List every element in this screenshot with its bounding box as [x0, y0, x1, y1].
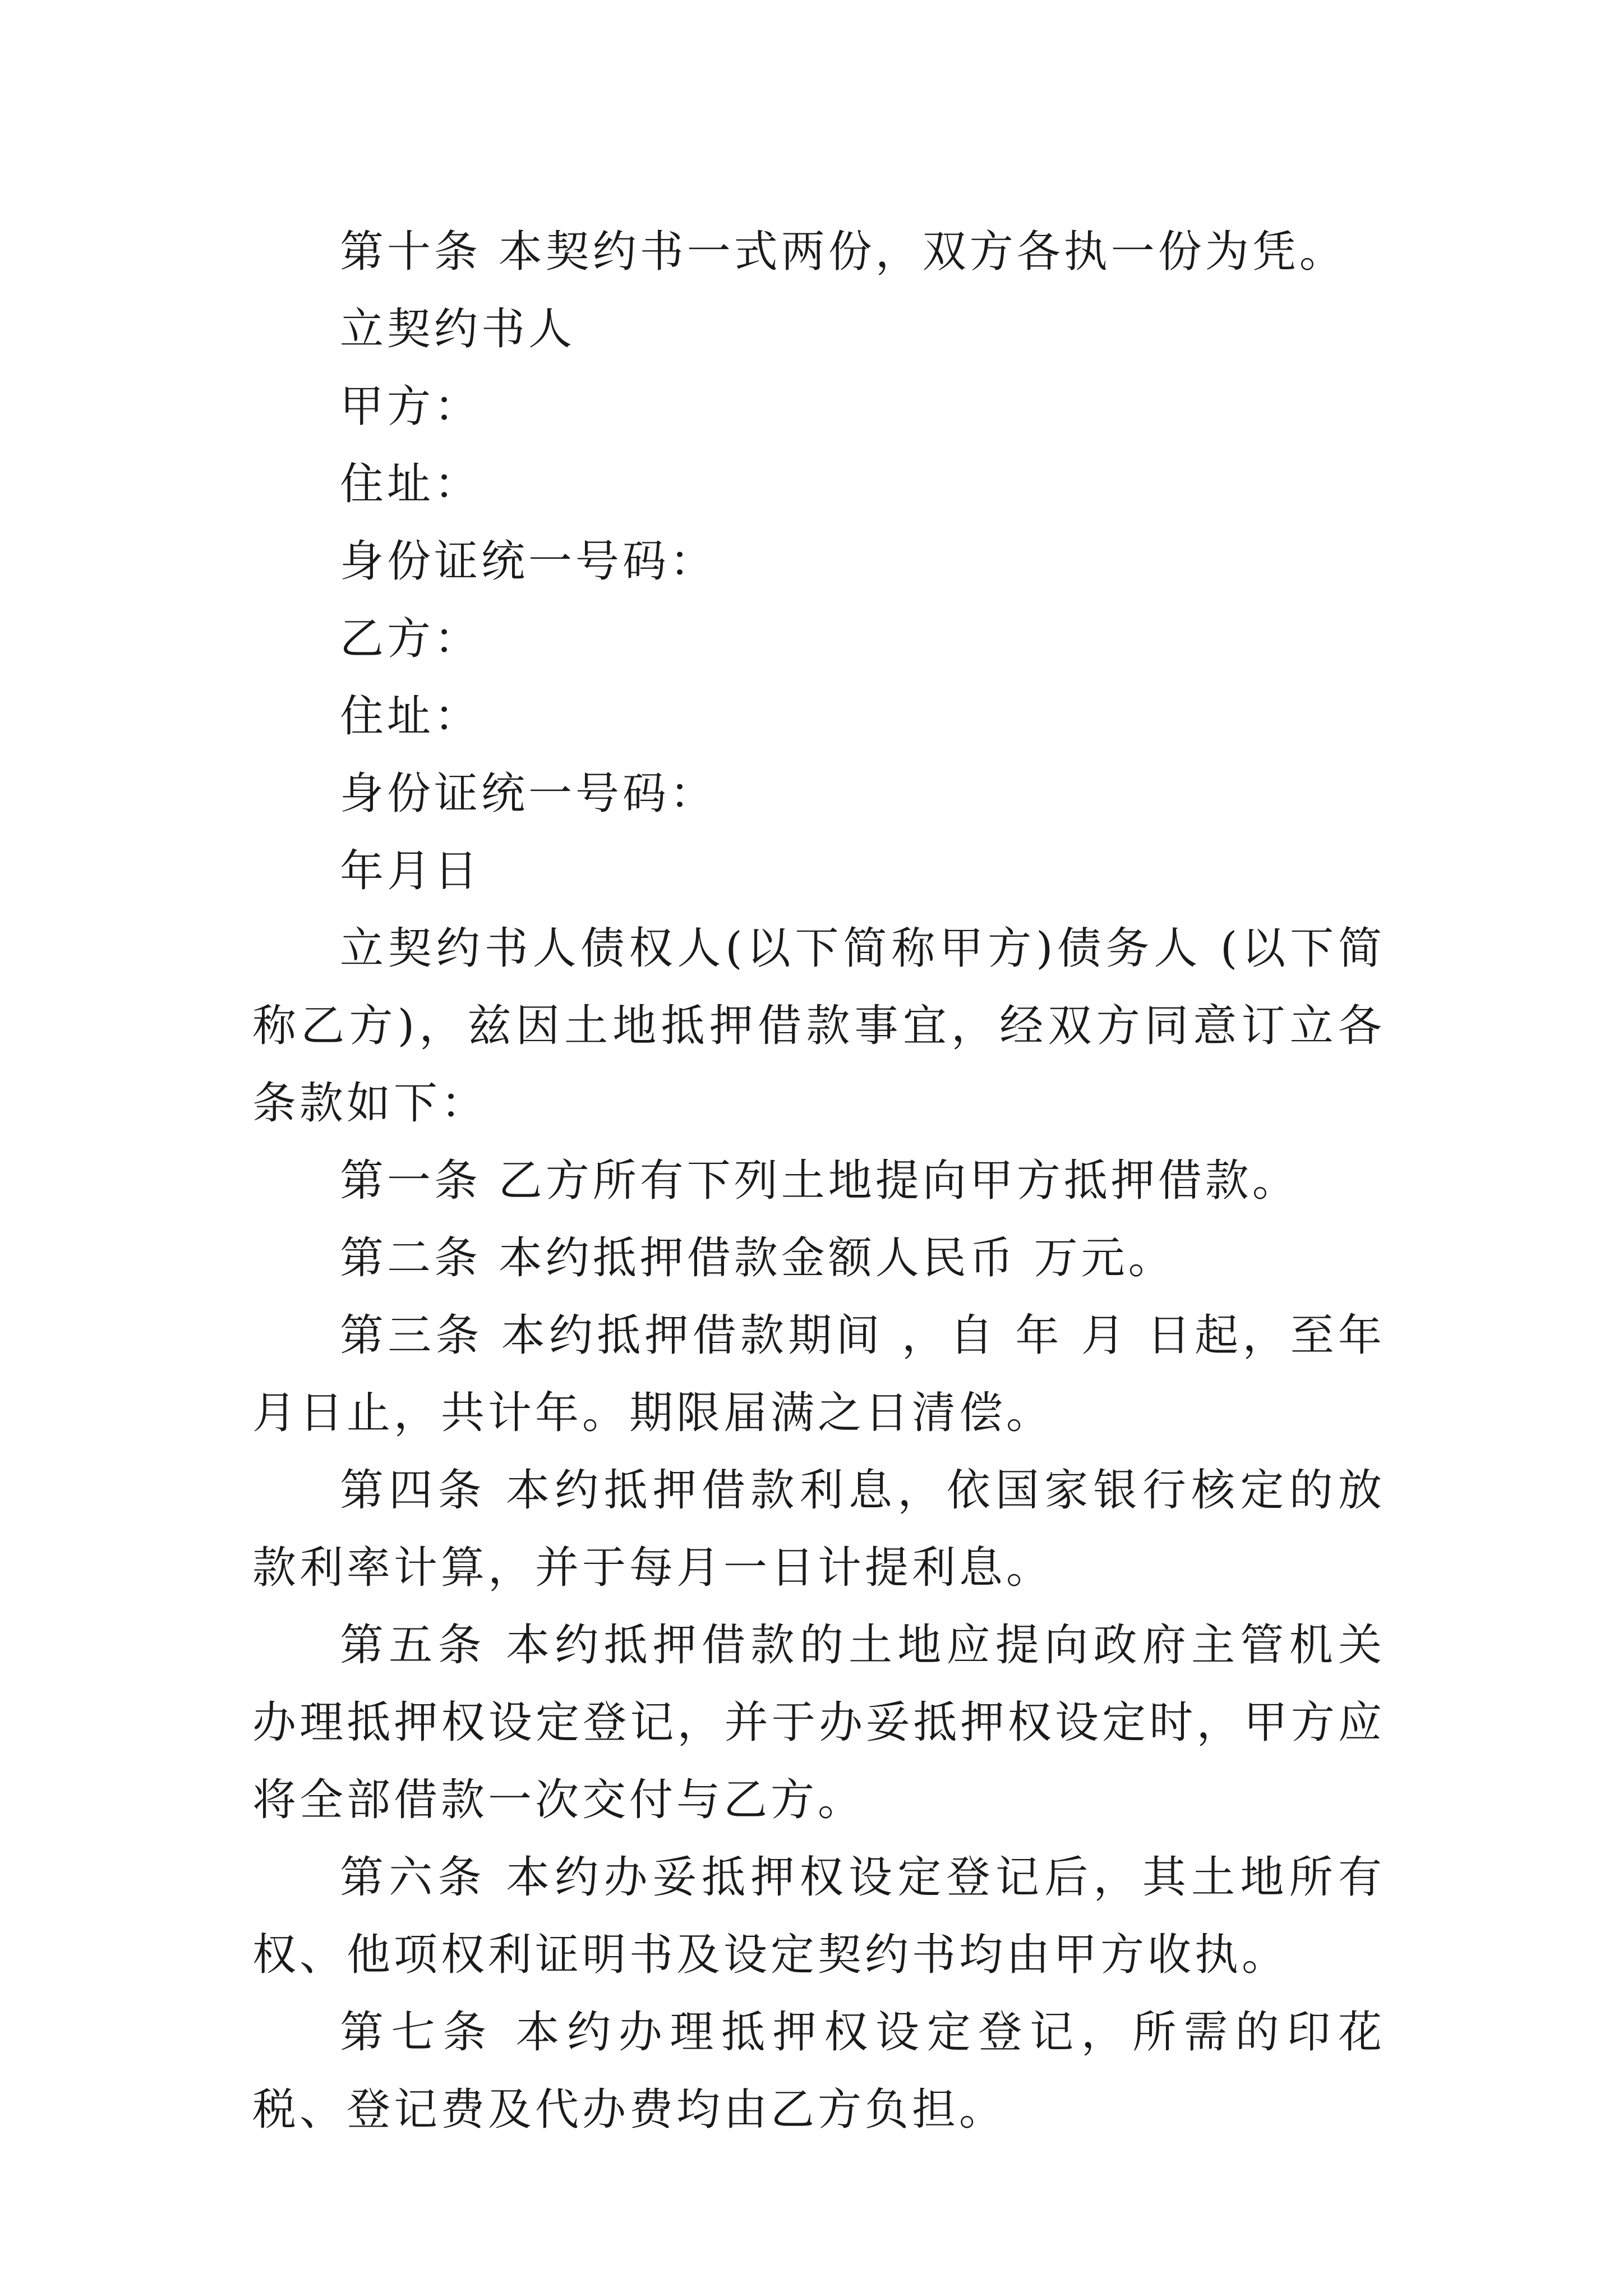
clause-1: 第一条 乙方所有下列土地提向甲方抵押借款。 — [340, 1156, 1299, 1206]
party-b-address-label: 住址： — [340, 691, 482, 742]
party-a-address-label: 住址： — [340, 459, 482, 509]
clause-5: 第五条 本约抵押借款的土地应提向政府主管机关办理抵押权设定登记，并于办妥抵押权设定时，甲方应将全部借款一次交付与乙方。 — [252, 1620, 1385, 1825]
clause-10: 第十条 本契约书一式两份，双方各执一份为凭。 — [340, 227, 1347, 277]
party-b-label: 乙方： — [340, 614, 482, 664]
party-b-id-label: 身份证统一号码： — [340, 769, 717, 819]
document-body — [252, 213, 1385, 2148]
preamble: 立契约书人债权人(以下简称甲方)债务人 (以下简称乙方)，兹因土地抵押借款事宜，经双方同意订立各条款如下： — [252, 923, 1385, 1129]
party-a-id-label: 身份证统一号码： — [340, 536, 717, 587]
clause-3: 第三条 本约抵押借款期间 ，自 年 月 日起，至年 月日止，共计年。期限届满之日清偿。 — [252, 1310, 1385, 1438]
clause-2: 第二条 本约抵押借款金额人民币 万元。 — [340, 1233, 1175, 1283]
party-a-label: 甲方： — [340, 381, 482, 432]
clause-6: 第六条 本约办妥抵押权设定登记后，其土地所有权、他项权利证明书及设定契约书均由甲方收执。 — [252, 1852, 1385, 1980]
clause-7: 第七条 本约办理抵押权设定登记，所需的印花税、登记费及代办费均由乙方负担。 — [252, 2007, 1385, 2135]
signatories-heading: 立契约书人 — [340, 304, 576, 355]
date-line: 年月日 — [340, 846, 482, 896]
clause-4: 第四条 本约抵押借款利息，依国家银行核定的放款利率计算，并于每月一日计提利息。 — [252, 1465, 1385, 1593]
